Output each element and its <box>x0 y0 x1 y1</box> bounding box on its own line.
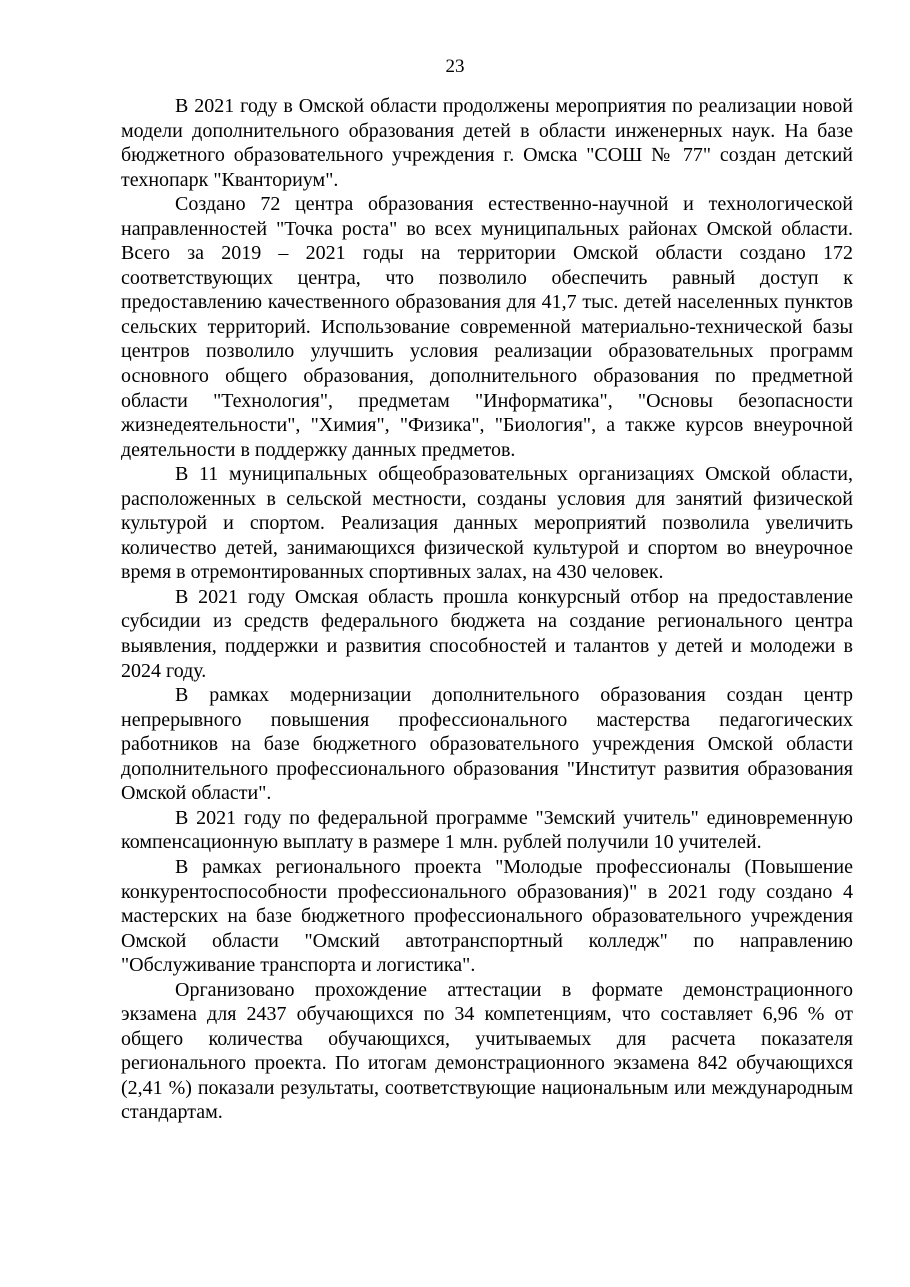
paragraph-talent-center: В 2021 году Омская область прошла конкурсный отбор на предоставление субсидии из средств федерального бюджета на создание регионального центра выявления, поддержки и развития способностей и талантов у детей и молодежи в 2024 году. <box>121 585 853 682</box>
paragraph-demo-exam: Организовано прохождение аттестации в формате демонстрационного экзамена для 2437 обучающихся по 34 компетенциям, что составляет 6,96 % от общего количества обучающихся, учитываемых для расчета показателя регионального проекта. По итогам демонстрационного экзамена 842 обучающихся (2,41 %) показали результаты, соответствующие национальным или международным стандартам. <box>121 978 853 1124</box>
paragraph-teacher-center: В рамках модернизации дополнительного образования создан центр непрерывного повышения профессионального мастерства педагогических работников на базе бюджетного образовательного учреждения Омской области дополнительного профессионального образования "Институт развития образования Омской области". <box>121 684 853 805</box>
paragraph-young-professionals: В рамках регионального проекта "Молодые профессионалы (Повышение конкурентоспособности профессионального образования)" в 2021 году создано 4 мастерских на базе бюджетного профессионального образовательного учреждения Омской области "Омский автотранспортный колледж" по направлению "Обслуживание транспорта и логистика". <box>121 855 853 977</box>
paragraph-sport: В 11 муниципальных общеобразовательных организациях Омской области, расположенных в сельской местности, созданы условия для занятий физической культурой и спортом. Реализация данных мероприятий позволила увеличить количество детей, занимающихся физической культурой и спортом во внеурочное время в отремонтированных спортивных залах, на 430 человек. <box>121 463 853 584</box>
paragraph-tochka-rosta: Создано 72 центра образования естественно-научной и технологической направленностей "Точка роста" во всех муниципальных районах Омской области. Всего за 2019 – 2021 годы на территории Омской области создано 172 соответствующих центра, что позволило обеспечить равный доступ к предоставлению качественного образования для 41,7 тыс. детей населенных пунктов сельских территорий. Использование современной материально-технической базы центров позволило улучшить условия реализации образовательных программ основного общего образования, дополнительного образования по предметной области "Технология", предметам "Информатика", "Основы безопасности жизнедеятельности", "Химия", "Физика", "Биология", а также курсов внеурочной деятельности в поддержку данных предметов. <box>121 193 853 461</box>
page-number: 23 <box>445 56 465 77</box>
paragraph-zemsky-uchitel: В 2021 году по федеральной программе "Земский учитель" единовременную компенсационную выплату в размере 1 млн. рублей получили 10 учителей. <box>121 806 853 854</box>
paragraph-kvantorium: В 2021 году в Омской области продолжены мероприятия по реализации новой модели дополнительного образования детей в области инженерных наук. На базе бюджетного образовательного учреждения г. Омска "СОШ № 77" создан детский технопарк "Кванториум". <box>121 95 853 191</box>
document-body <box>121 94 853 1125</box>
